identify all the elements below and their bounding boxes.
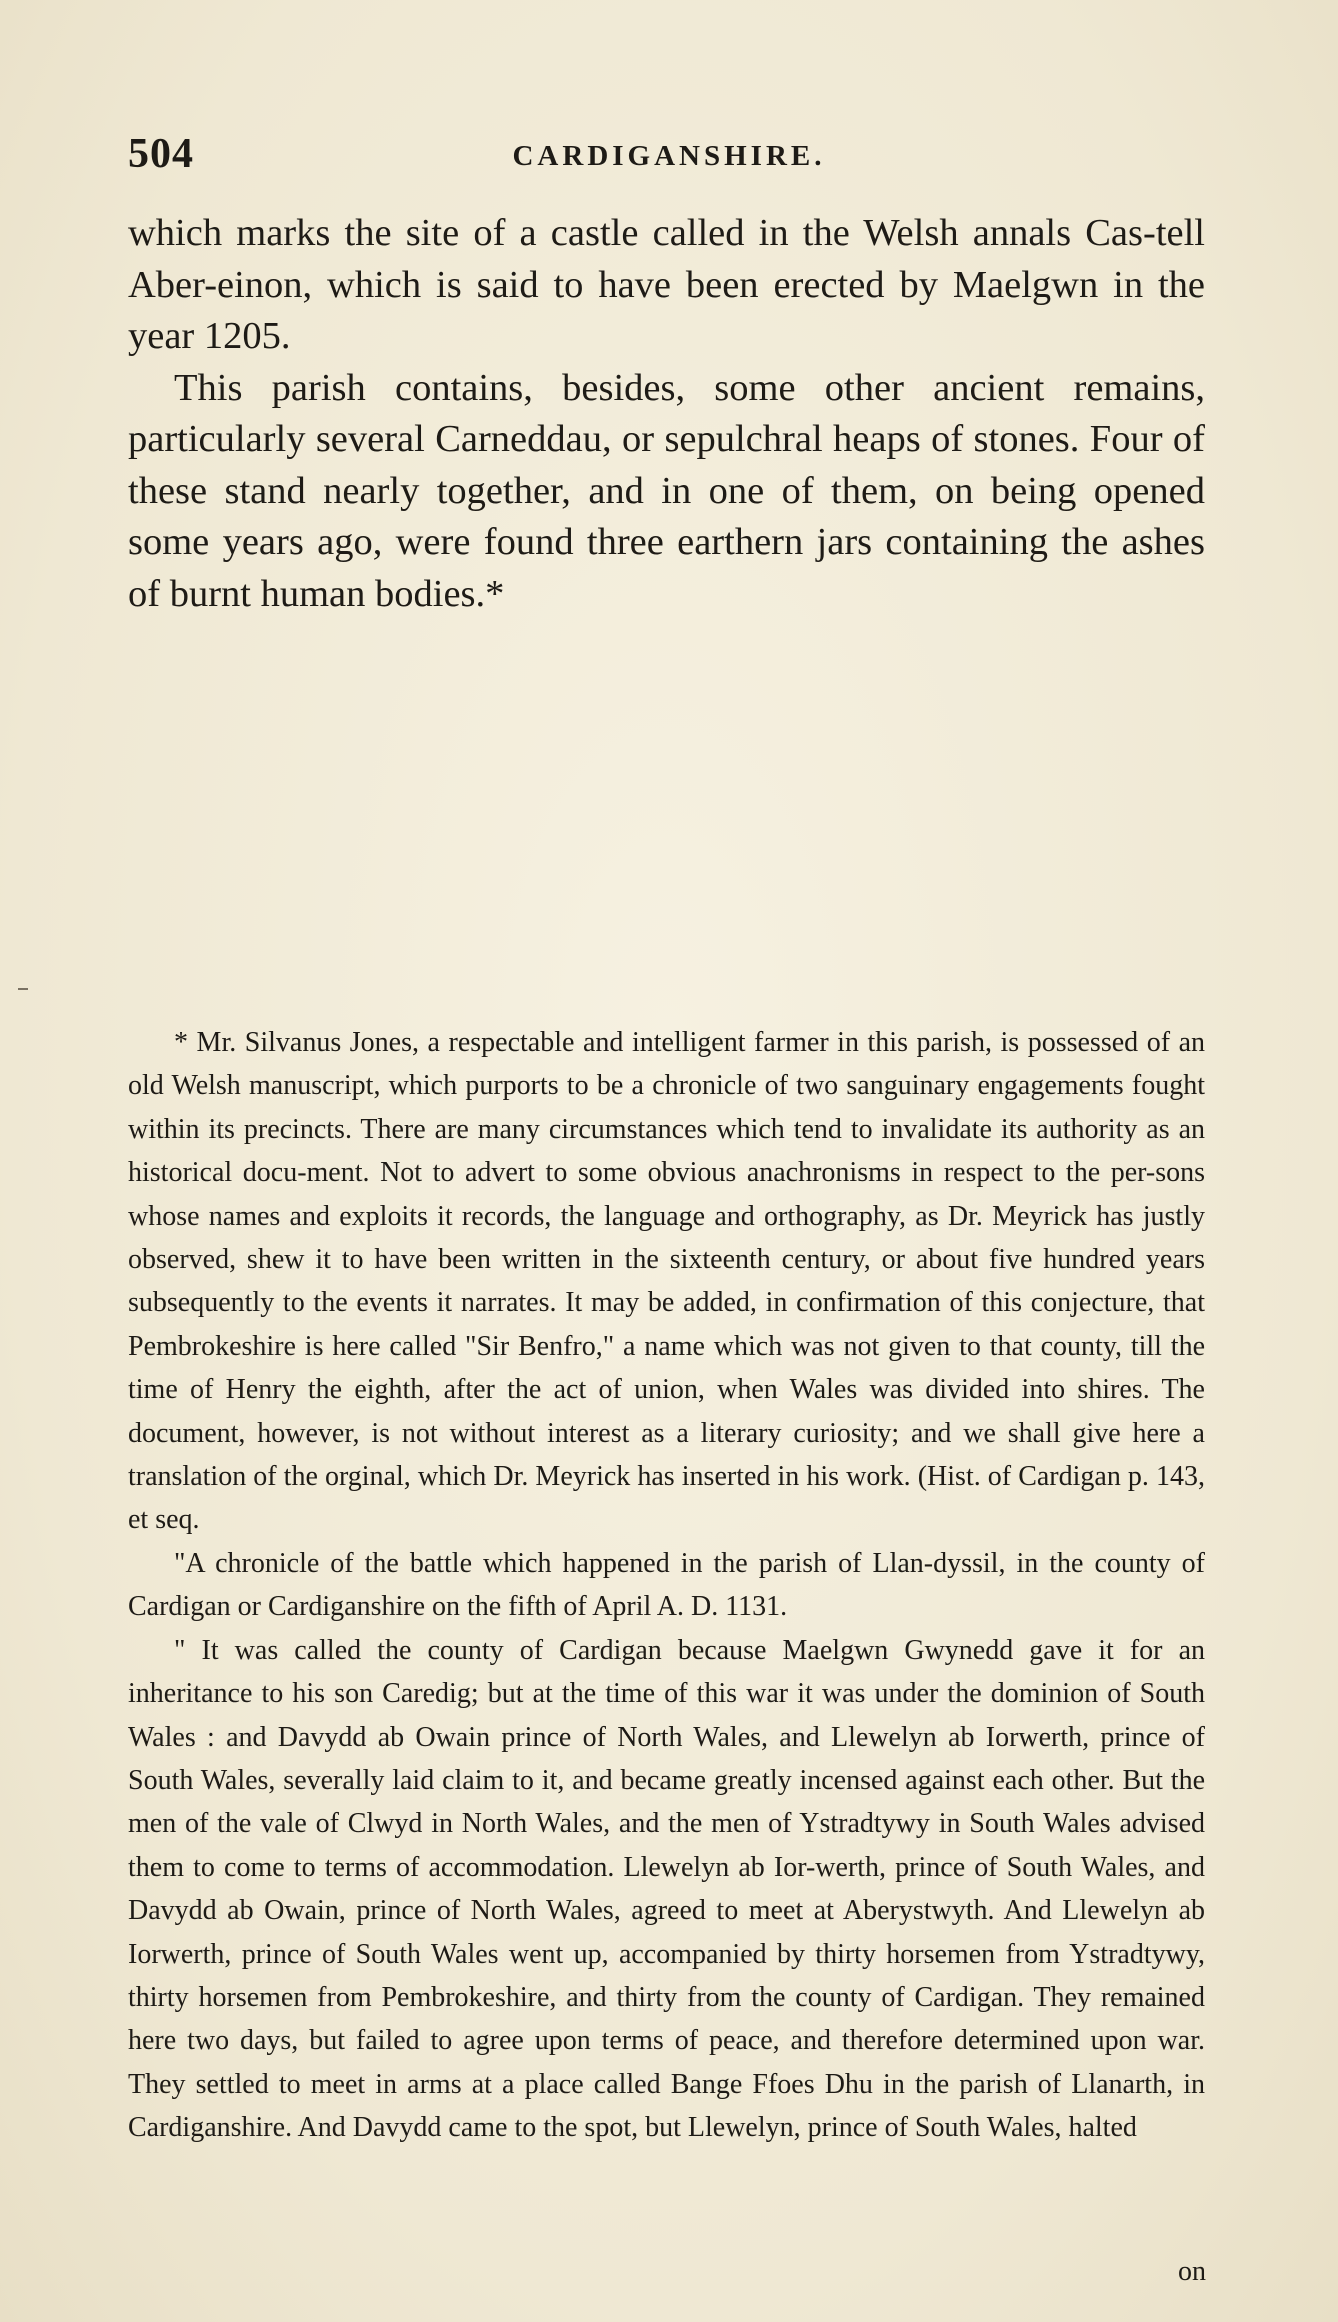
footnote-paragraph: " It was called the county of Cardigan because Maelgwn Gwynedd gave it for an inheritance to his son Caredig; but at the time of this war it was under the dominion of South Wales : and Davydd ab Owain prince of North Wales, and Llewelyn ab Iorwerth, prince of South Wales, severally laid claim to it, and became greatly incensed against each other. But the men of the vale of Clwyd in North Wales, and the men of Ystradtywy in South Wales advised them to come to terms of accommodation. Llewelyn ab Ior-werth, prince of South Wales, and Davydd ab Owain, prince of North Wales, agreed to meet at Aberystwyth. And Llewelyn ab Iorwerth, prince of South Wales went up, accompanied by thirty horsemen from Ystradtywy, thirty horsemen from Pembrokeshire, and thirty from the county of Cardigan. They remained here two days, but failed to agree upon terms of peace, and therefore determined upon war. They settled to meet in arms at a place called Bange Ffoes Dhu in the parish of Llanarth, in Cardiganshire. And Davydd came to the spot, but Llewelyn, prince of South Wales, halted bbox=[128, 1634, 1205, 2144]
main-paragraph: which marks the site of a castle called in the Welsh annals Cas-tell Aber-einon, which is said to have been erected by Maelgwn in the year 1205. bbox=[128, 212, 1205, 357]
footnote-paragraph: * Mr. Silvanus Jones, a respectable and intelligent farmer in this parish, is possessed of an old Welsh manuscript, which purports to be a chronicle of two sanguinary engagements fought within its precincts. There are many circumstances which tend to invalidate its authority as an historical docu-ment. Not to advert to some obvious anachronisms in respect to the per-sons whose names and exploits it records, the language and orthography, as Dr. Meyrick has justly observed, shew it to have been written in the sixteenth century, or about five hundred years subsequently to the events it narrates. It may be added, in confirmation of this conjecture, that Pembrokeshire is here called "Sir Benfro," a name which was not given to that county, till the time of Henry the eighth, after the act of union, when Wales was divided into shires. The document, however, is not without interest as a literary curiosity; and we shall give here a translation of the orginal, which Dr. Meyrick has inserted in his work. (Hist. of Cardigan p. 143, et seq. bbox=[128, 1027, 1205, 1536]
running-head: CARDIGANSHIRE. bbox=[512, 140, 826, 172]
catchword: on bbox=[1178, 2256, 1206, 2287]
footnote-paragraph: "A chronicle of the battle which happened in the parish of Llan-dyssil, in the county of Cardigan or Cardiganshire on the fifth of April A. D. 1131. bbox=[128, 1547, 1205, 1623]
footnote bbox=[128, 1021, 1205, 2150]
margin-mark bbox=[18, 988, 28, 990]
main-paragraph: This parish contains, besides, some other ancient remains, particularly several Carneddau, or sepulchral heaps of stones. Four of these stand nearly together, and in one of them, on being opened some years ago, were found three earthern jars containing the ashes of burnt human bodies.* bbox=[128, 366, 1205, 615]
page-header bbox=[128, 130, 1210, 190]
page-number: 504 bbox=[128, 131, 194, 177]
main-text bbox=[128, 208, 1205, 620]
